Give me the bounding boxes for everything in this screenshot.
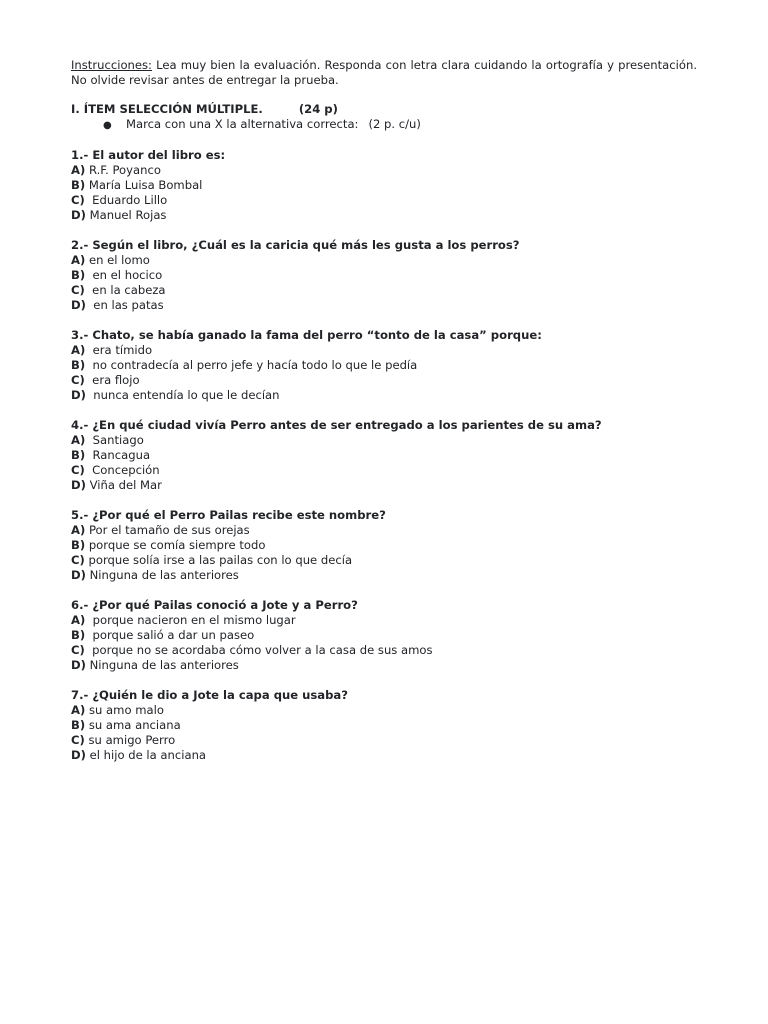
option-text: Santiago: [85, 433, 144, 447]
option-text: en el lomo: [85, 253, 150, 267]
option-text: Viña del Mar: [85, 478, 162, 492]
answer-option: [71, 733, 697, 748]
option-letter: D): [71, 208, 86, 222]
option-text: Ninguna de las anteriores: [85, 568, 239, 582]
option-text: Ninguna de las anteriores: [85, 658, 239, 672]
option-text: Rancagua: [85, 448, 151, 462]
answer-option: [71, 703, 697, 718]
option-letter: D): [71, 298, 86, 312]
option-letter: D): [71, 568, 86, 582]
option-letter: C): [71, 373, 85, 387]
option-text: porque salió a dar un paseo: [85, 628, 255, 642]
question-list: [71, 148, 697, 763]
option-text: en el hocico: [85, 268, 163, 282]
option-text: en las patas: [85, 298, 164, 312]
question-1: [71, 148, 697, 223]
answer-option: [71, 268, 697, 283]
option-text: no contradecía al perro jefe y hacía todo lo que le pedía: [85, 358, 418, 372]
option-letter: A): [71, 433, 86, 447]
question-6: [71, 598, 697, 673]
option-letter: B): [71, 538, 86, 552]
answer-option: [71, 538, 697, 553]
option-letter: D): [71, 748, 86, 762]
question-title: 7.- ¿Quién le dio a Jote la capa que usaba?: [71, 688, 348, 702]
question-7: [71, 688, 697, 763]
option-letter: A): [71, 253, 86, 267]
answer-option: [71, 568, 697, 583]
answer-option: [71, 283, 697, 298]
option-letter: D): [71, 478, 86, 492]
instruction-bullet: [71, 117, 697, 133]
answer-option: [71, 448, 697, 463]
option-letter: D): [71, 658, 86, 672]
bullet-text: Marca con una X la alternativa correcta:: [126, 117, 359, 131]
option-text: nunca entendía lo que le decían: [85, 388, 280, 402]
question-3: [71, 328, 697, 403]
bullet-points: (2 p. c/u): [368, 117, 421, 131]
option-letter: B): [71, 718, 86, 732]
bullet-icon: ●: [103, 120, 112, 131]
answer-option: [71, 163, 697, 178]
answer-option: [71, 658, 697, 673]
answer-option: [71, 523, 697, 538]
answer-option: [71, 433, 697, 448]
document-body: [71, 58, 697, 763]
option-text: su amo malo: [85, 703, 164, 717]
option-letter: B): [71, 268, 86, 282]
answer-option: [71, 463, 697, 478]
option-letter: A): [71, 703, 86, 717]
section-heading: [71, 102, 697, 117]
question-2: [71, 238, 697, 313]
question-title: 5.- ¿Por qué el Perro Pailas recibe este nombre?: [71, 508, 386, 522]
answer-option: [71, 748, 697, 763]
answer-option: [71, 718, 697, 733]
option-text: Eduardo Lillo: [84, 193, 168, 207]
option-letter: B): [71, 448, 86, 462]
answer-option: [71, 373, 697, 388]
option-letter: D): [71, 388, 86, 402]
answer-option: [71, 643, 697, 658]
option-text: en la cabeza: [84, 283, 166, 297]
answer-option: [71, 553, 697, 568]
option-text: el hijo de la anciana: [85, 748, 207, 762]
option-letter: A): [71, 523, 86, 537]
option-text: porque solía irse a las pailas con lo que decía: [84, 553, 353, 567]
answer-option: [71, 478, 697, 493]
question-4: [71, 418, 697, 493]
option-text: María Luisa Bombal: [85, 178, 203, 192]
option-letter: C): [71, 733, 85, 747]
instructions-label: Instrucciones:: [71, 58, 152, 72]
option-letter: C): [71, 193, 85, 207]
option-text: Manuel Rojas: [85, 208, 167, 222]
answer-option: [71, 178, 697, 193]
option-text: su ama anciana: [85, 718, 181, 732]
option-text: porque no se acordaba cómo volver a la casa de sus amos: [84, 643, 433, 657]
option-text: porque se comía siempre todo: [85, 538, 266, 552]
option-letter: A): [71, 613, 86, 627]
question-5: [71, 508, 697, 583]
option-text: R.F. Poyanco: [85, 163, 161, 177]
option-letter: A): [71, 163, 86, 177]
option-text: Concepción: [84, 463, 160, 477]
answer-option: [71, 253, 697, 268]
option-text: porque nacieron en el mismo lugar: [85, 613, 296, 627]
question-title: 2.- Según el libro, ¿Cuál es la caricia qué más les gusta a los perros?: [71, 238, 520, 252]
answer-option: [71, 628, 697, 643]
question-title: 1.- El autor del libro es:: [71, 148, 226, 162]
question-title: 6.- ¿Por qué Pailas conoció a Jote y a Perro?: [71, 598, 358, 612]
option-letter: B): [71, 178, 86, 192]
option-letter: C): [71, 283, 85, 297]
answer-option: [71, 193, 697, 208]
answer-option: [71, 358, 697, 373]
answer-option: [71, 388, 697, 403]
instructions-paragraph: [71, 58, 697, 88]
option-letter: A): [71, 343, 86, 357]
option-text: era flojo: [84, 373, 140, 387]
section-points: (24 p): [298, 102, 338, 116]
option-text: su amigo Perro: [84, 733, 176, 747]
answer-option: [71, 613, 697, 628]
option-letter: C): [71, 553, 85, 567]
option-letter: C): [71, 463, 85, 477]
question-title: 3.- Chato, se había ganado la fama del perro “tonto de la casa” porque:: [71, 328, 542, 342]
option-text: Por el tamaño de sus orejas: [85, 523, 250, 537]
answer-option: [71, 208, 697, 223]
section-title: I. ÍTEM SELECCIÓN MÚLTIPLE.: [71, 102, 263, 116]
question-title: 4.- ¿En qué ciudad vivía Perro antes de ser entregado a los parientes de su ama?: [71, 418, 602, 432]
option-letter: C): [71, 643, 85, 657]
option-letter: B): [71, 358, 86, 372]
option-letter: B): [71, 628, 86, 642]
instructions-text: Lea muy bien la evaluación. Responda con letra clara cuidando la ortografía y presentación. No olvide revisar antes de entregar la prueba.: [71, 58, 697, 87]
option-text: era tímido: [85, 343, 153, 357]
answer-option: [71, 343, 697, 358]
answer-option: [71, 298, 697, 313]
